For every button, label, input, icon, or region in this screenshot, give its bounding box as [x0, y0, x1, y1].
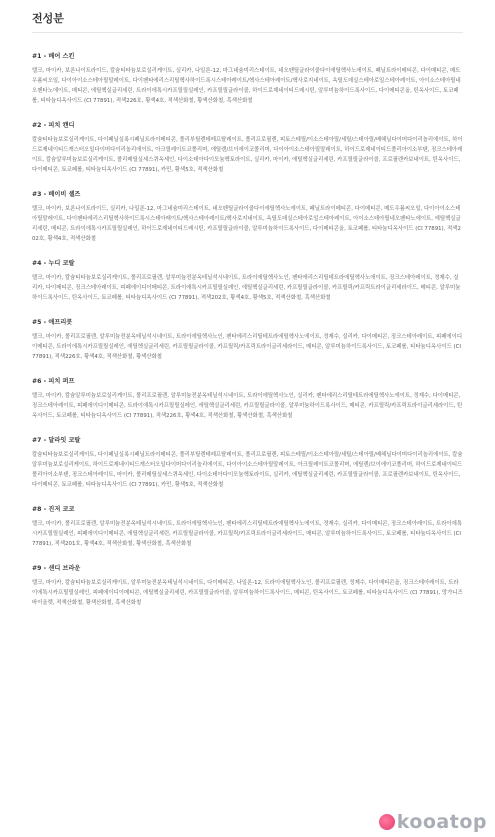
shade-section: [32, 51, 463, 106]
shade-name: #2 - 피치 캔디: [32, 122, 75, 129]
shade-section: [32, 504, 463, 549]
ingredient-list: 탤크, 마이카, 폴리프로필렌, 알루미늄전분옥테닐석시네이트, 트라이에틸헥사노인, 펜타에리스리틸테트라에틸헥사노에이트, 정제수, 실리카, 다이메티콘, 징크스테아레이트, 트라이에톡시카프릴릴실레인, 피페에이디이메티콘, 에틸헥실글리세린, 카프릴릴글라이콜, 카프릴릭/카프릭트라이글리세라이드, 메티콘, 알루미늄하이드록사이드, 토코페롤, 티타늄디옥사이드 (CI 77891), 적색201호, 황색4호, 적색산화철, 황색산화철, 흑색산화철: [32, 521, 463, 547]
shade-name: #4 - 누디 코랄: [32, 260, 75, 267]
shade-section: [32, 317, 463, 362]
shade-list: [32, 51, 463, 608]
page-title: 전성분: [32, 10, 463, 33]
ingredient-list: 탤크, 마이카, 칼슘알루미늄보로실리케이트, 폴리프로필렌, 알루미늄전분옥테닐석시네이트, 트라이에틸헥사노인, 실리카, 펜타에리스리틸테트라에틸헥사노에이트, 정제수, 다이메티콘, 징크스테아레이트, 피페에이디이메티콘, 트라이에톡시카프릴릴실레인, 에틸헥실글리세린, 카프릴릴글라이콜, 알루미늄하이드록사이드, 메티콘, 카프릴릭/카프릭트라이글리세라이드, 틴옥사이드, 토코페롤, 티타늄디옥사이드 (CI 77891), 적색226호, 황색4호, 적색산화철, 황색산화철, 흑색산화철: [32, 393, 463, 419]
ingredient-list: 칼슘티타늄보로실리케이트, 다이페닐실록시페닐트라이메티콘, 폴리부틸렌테레프탈레이트, 폴리프로필렌, 피토스테릴/이소스테아릴/세틸/스테아릴/베헤닐다이머다이리놀리에이트, 하이드로제네이티드캐스터오일다이머다이리놀리에이트, 아크릴레이트코폴리머, 에틸렌/브이에이코폴리머, 다이아이소스테아릴말레이트, 하이드로제네이티드폴리아이소부텐, 징크스테아레이트, 칼슘알루미늄보로실리케이트, 폴리메틸실세스퀴옥세인, 다이소테아다이모늄헥토라이트, 실리카, 마이카, 에틸헥실글리세린, 카프릴릴글라이콜, 프로필렌카보네이트, 틴옥사이드, 다이메티콘, 토코페롤, 티타늄디옥사이드 (CI 77891), 카민, 황색5호, 적색산화철: [32, 137, 463, 173]
watermark-text: kooatop: [396, 811, 487, 833]
shade-section: [32, 189, 463, 244]
shade-section: [32, 258, 463, 303]
shade-name: #1 - 베어 스킨: [32, 53, 75, 60]
ingredient-list: 탤크, 마이카, 칼슘티타늄보로실리케이트, 알루미늄전분옥테닐석시네이트, 다이메티콘, 나일론-12, 트라이에틸헥사노인, 폴리프로필렌, 정제수, 다이메티콘올, 징크스테아레이트, 트라이에톡시카프릴릴실레인, 피페에이디이메티콘, 에틸헥실글리세린, 카프릴릴글라이콜, 알루미늄하이드록사이드, 메티콘, 틴옥사이드, 토코페롤, 티타늄디옥사이드 (CI 77891), 망가니즈바이올렛, 적색산화철, 황색산화철, 흑색산화철: [32, 580, 463, 606]
ingredient-list: 탤크, 마이카, 칼슘티타늄보로실리케이트, 폴리프로필렌, 알루미늄전분옥테닐석시네이트, 트라이에틸헥사노인, 펜타에리스리틸테트라에틸헥사노에이트, 징크스테아레이트, 정제수, 실리카, 다이메티콘, 징크스테아레이트, 피페에이디이메티콘, 트라이에톡시카프릴릴실레인, 에틸헥실글리세린, 카프릴릴글라이콜, 카프릴릭/카프릭트라이글리세라이드, 메티콘, 알루미늄하이드록사이드, 틴옥사이드, 토코페롤, 티타늄디옥사이드 (CI 77891), 적색202호, 황색4호, 황색5호, 적색산화철, 흑색산화철: [32, 275, 461, 301]
shade-name: #5 - 애프리콧: [32, 319, 73, 326]
shade-section: [32, 376, 463, 421]
shade-name: #3 - 베이비 셸즈: [32, 191, 81, 198]
shade-name: #7 - 달라잇 코랄: [32, 437, 81, 444]
watermark: [379, 811, 487, 833]
shade-section: [32, 435, 463, 490]
ingredient-list: 탤크, 마이카, 폴리프로필렌, 알루미늄전분옥테닐석시네이트, 트라이에틸헥사노인, 펜타에리스리틸테트라에틸헥사노에이트, 정제수, 실리카, 다이메티콘, 징크스테아레이트, 피페에이디이메티콘, 트라이에톡시카프릴릴실레인, 에틸헥실글리세린, 카프릴릴글라이콜, 카프릴릭/카프릭트라이글리세라이드, 메티콘, 알루미늄하이드록사이드, 토코페롤, 티타늄디옥사이드 (CI 77891), 적색226호, 황색4호, 적색산화철, 황색산화철: [32, 334, 463, 360]
ingredient-list: 탤크, 마이카, 보론나이트라이드, 실리카, 나일론-12, 마그네슘미리스테이트, 네오펜틸글라이콜다이에틸헥사노에이트, 페닐트라이메티콘, 다이메티콘, 메도우폼씨오일, 다이아이소스테아릴말레이트, 다이펜타에리스리틸헥사하이드록시스테아레이트/헥사스테아레이트/헥사로지네이트, 옥틸도데실스테아로일스테아레이트, 아이소스테아릴네오펜타노에이트, 에틸헥실글리세린, 메티콘, 트라이에톡시카프릴릴실레인, 하이드로제네이티드레시틴, 카프릴릴글라이콜, 알루미늄하이드록사이드, 다이메티콘올, 토코페롤, 티타늄디옥사이드 (CI 77891), 적색202호, 황색4호, 적색산화철: [32, 206, 461, 242]
shade-section: [32, 120, 463, 175]
shade-section: [32, 563, 463, 608]
watermark-logo-icon: [379, 814, 395, 830]
shade-name: #8 - 진저 코코: [32, 506, 75, 513]
ingredient-list: 칼슘티타늄보로실리케이트, 다이페닐실록시페닐트라이메티콘, 폴리부틸렌테레프탈레이트, 폴리프로필렌, 피토스테릴/이소스테아릴/세틸/스테아릴/베헤닐다이머다이리놀리에이트, 칼슘알루미늄보로실리케이트, 하이드로제네이티드캐스터오일다이머다이리놀리에이트, 다이아이소스테아릴말레이트, 아크릴레이트코폴리머, 에틸렌/브이에이코폴리머, 하이드로제네이티드폴리아이소부텐, 징크스테아레이트, 마이카, 폴리메틸실세스퀴옥세인, 다이소테아다이모늄헥토라이트, 실리카, 에틸헥실글리세린, 카프릴릴글라이콜, 프로필렌카보네이트, 틴옥사이드, 다이메티콘, 토코페롤, 티타늄디옥사이드 (CI 77891), 카민, 황색5호, 적색산화철: [32, 452, 463, 488]
ingredient-list: 탤크, 마이카, 보론나이트라이드, 칼슘티타늄보로실리케이트, 실리카, 나일론-12, 마그네슘미리스테이트, 네오펜틸글라이콜다이에틸헥사노에이트, 페닐트라이메티콘, 다이메티콘, 메도우폼씨오일, 다이아이소스테아릴말레이트, 다이펜타에리스리틸헥사하이드록시스테아레이트/헥사스테아레이트/헥사로지네이트, 옥틸도데실스테아로일스테아레이트, 아이소스테아릴네오펜타노에이트, 메티콘, 에틸헥실글리세린, 트라이에톡시카프릴릴실레인, 카프릴릴글라이콜, 하이드로제네이티드레시틴, 알루미늄하이드록사이드, 다이메티콘올, 틴옥사이드, 토코페롤, 티타늄디옥사이드 (CI 77891), 적색226호, 황색4호, 적색산화철, 황색산화철, 흑색산화철: [32, 68, 461, 104]
shade-name: #6 - 피치 퍼프: [32, 378, 75, 385]
shade-name: #9 - 샌디 브라운: [32, 565, 81, 572]
